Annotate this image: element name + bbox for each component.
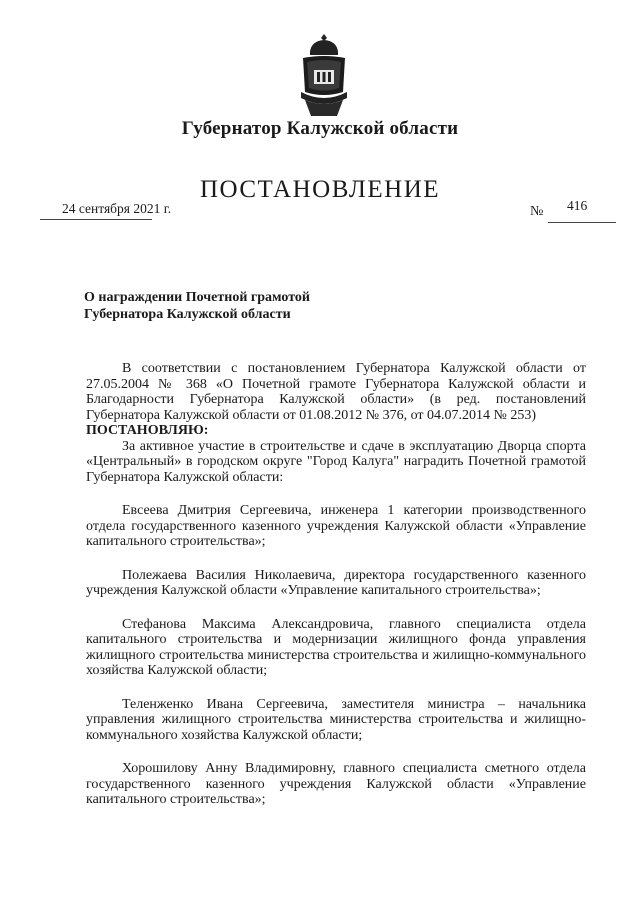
awardee-paragraph: Теленженко Ивана Сергеевича, заместителя министра – начальника управления жилищного строительства министерства строительства и жилищно-коммунального хозяйства Калужской области; xyxy=(86,696,586,743)
awardee-paragraph: Хорошилову Анну Владимировну, главного специалиста сметного отдела государственного казенного учреждения Калужской области «Управление капитального строительства»; xyxy=(86,761,586,807)
awardee-paragraph: Стефанова Максима Александровича, главного специалиста отдела капитального строительства и модернизации жилищного фонда управления жилищного строительства министерства строительства и жилищно-коммунального хозяйства Калужской области; xyxy=(86,616,586,678)
number-label: № xyxy=(530,204,544,219)
awardee-paragraph: Полежаева Василия Николаевича, директора государственного казенного учреждения Калужской области «Управление капитального строительства»; xyxy=(86,567,586,598)
date-underline xyxy=(40,219,152,220)
resolve-word: ПОСТАНОВЛЯЮ: xyxy=(86,423,209,438)
coat-of-arms-emblem xyxy=(297,32,351,118)
document-date: 24 сентября 2021 г. xyxy=(62,201,172,216)
document-subject xyxy=(84,289,310,323)
issuer-title: Губернатор Калужской области xyxy=(181,118,459,139)
subject-line-2: Губернатора Калужской области xyxy=(84,307,291,322)
document-type-heading: ПОСТАНОВЛЕНИЕ xyxy=(199,176,441,203)
document-number: 416 xyxy=(567,198,588,213)
number-underline xyxy=(548,222,616,223)
preamble-paragraph: В соответствии с постановлением Губернатора Калужской области от 27.05.2004 № 368 «О Почетной грамоте Губернатора Калужской области и Благодарности Губернатора Калужской области» (в ред. постановлений Губернатора Калужской области от 01.08.2012 № 376, от 04.07.2014 № 253) xyxy=(86,361,586,423)
intro-paragraph: За активное участие в строительстве и сдаче в эксплуатацию Дворца спорта «Центральный» в городском округе "Город Калуга" наградить Почетной грамотой Губернатора Калужской области: xyxy=(86,438,586,485)
awardee-paragraph: Евсеева Дмитрия Сергеевича, инженера 1 категории производственного отдела государственного казенного учреждения Калужской области «Управление капитального строительства»; xyxy=(86,503,586,549)
document-body xyxy=(86,361,586,808)
subject-line-1: О награждении Почетной грамотой xyxy=(84,290,310,305)
